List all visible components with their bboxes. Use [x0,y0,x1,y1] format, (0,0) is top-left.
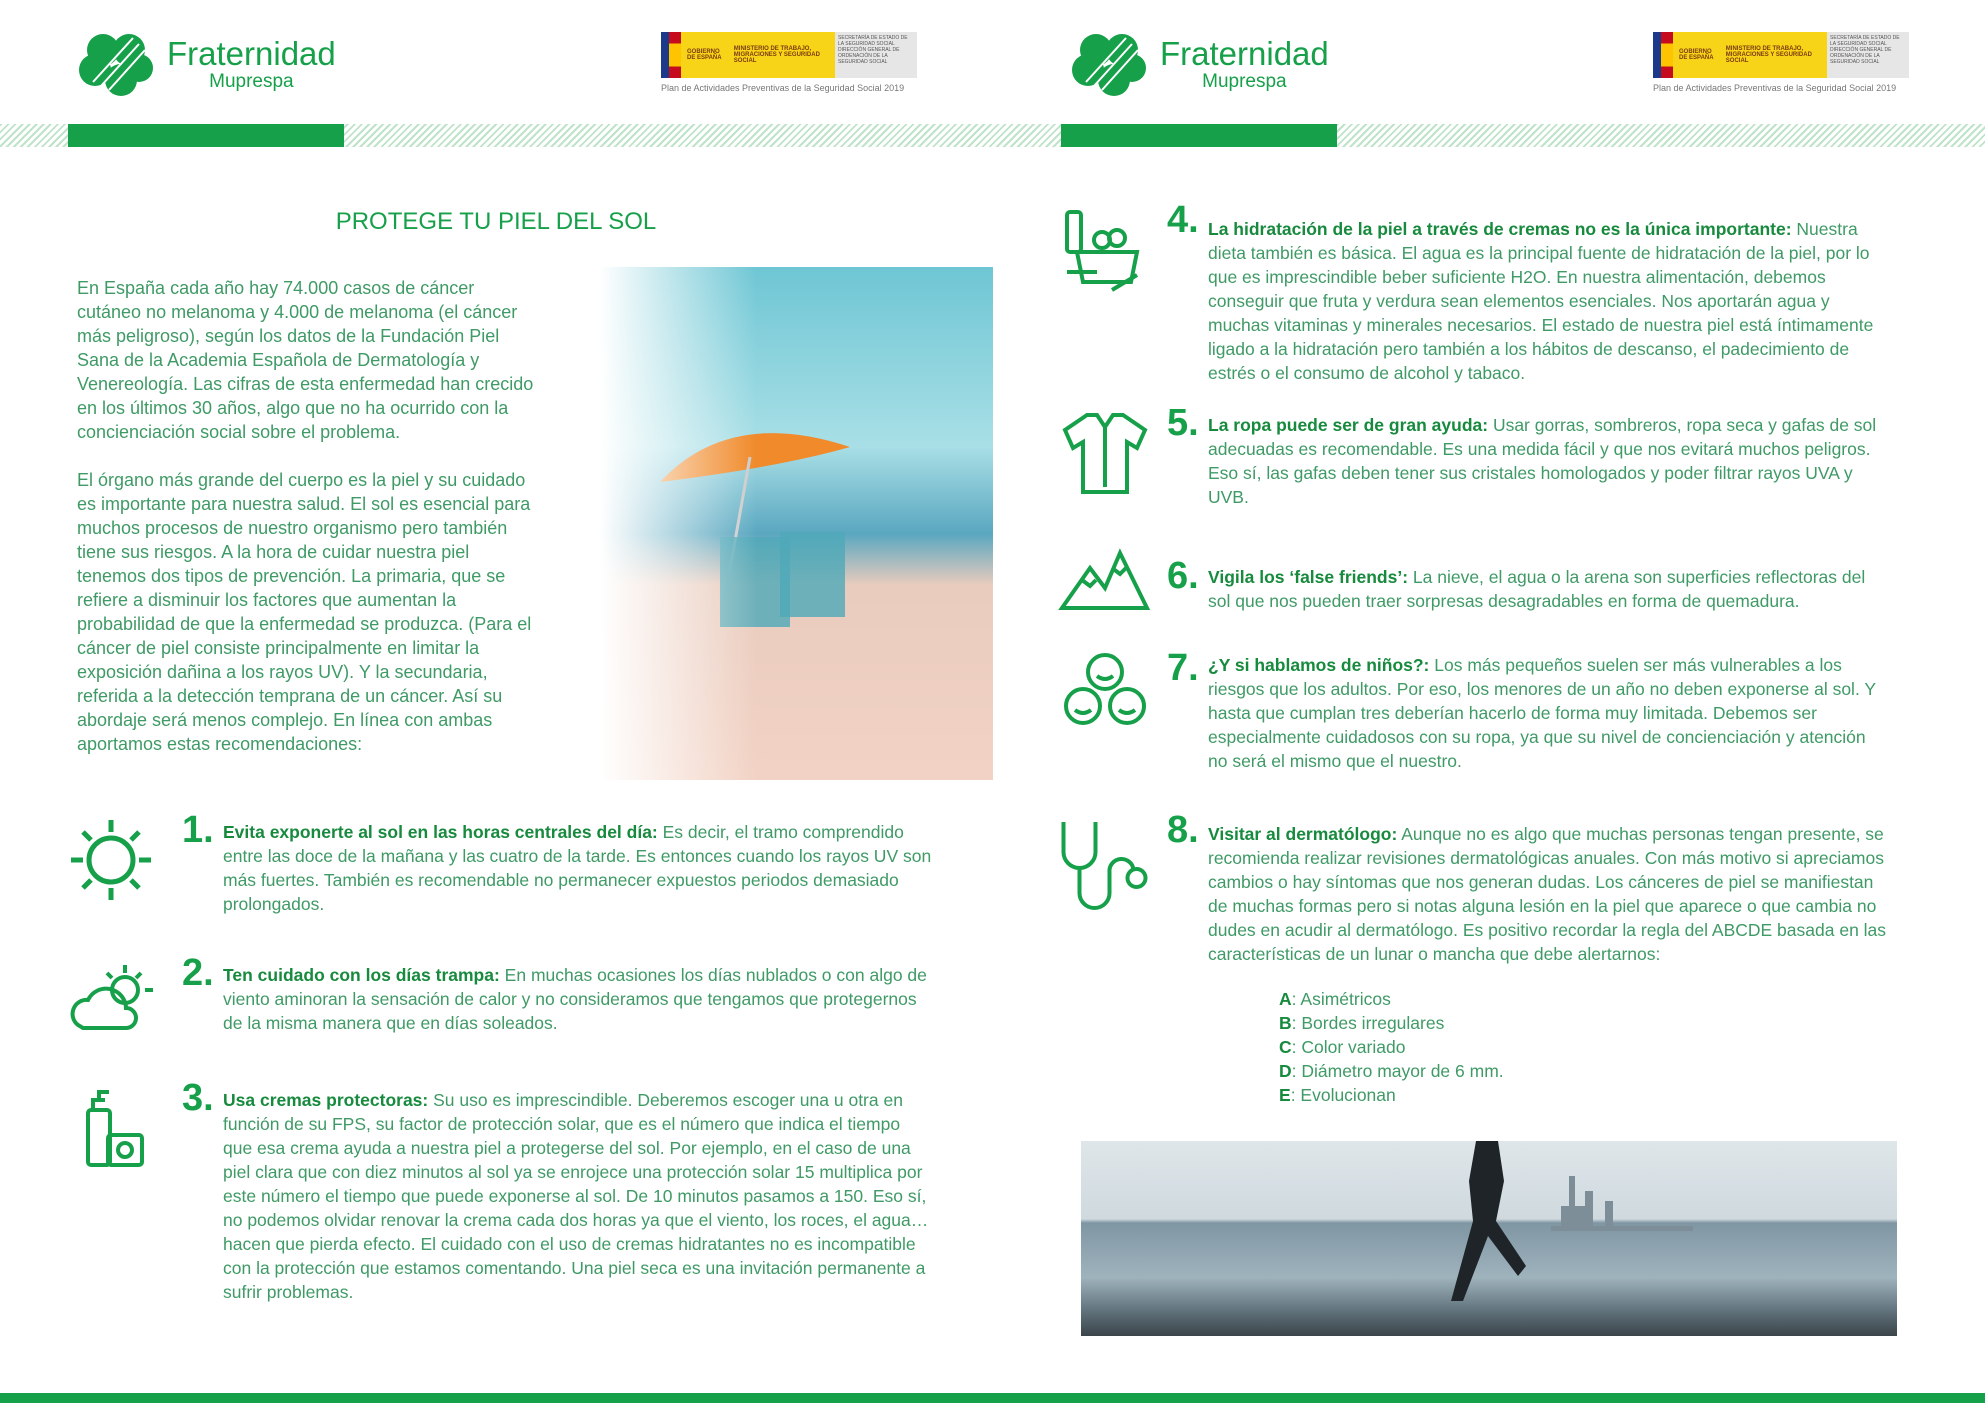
direccion-label: DIRECCIÓN GENERAL DE ORDENACIÓN DE LA SEGURIDAD SOCIAL [838,47,900,65]
item-number: 1. [182,809,214,851]
intro-text [77,276,537,780]
item-number: 3. [182,1077,214,1119]
abcde-list [1279,987,1504,1107]
beach-umbrella-photo [600,267,993,780]
item-number: 6. [1167,555,1199,597]
footer-bar [0,1393,1985,1403]
item-title: ¿Y si hablamos de niños?: [1208,655,1430,675]
secretaria-label: SECRETARÍA DE ESTADO DE LA SEGURIDAD SOCIAL [838,35,908,47]
government-logo [1653,32,1909,93]
intro-paragraph: En España cada año hay 74.000 casos de cáncer cutáneo no melanoma y 4.000 de melanoma (el cáncer más peligroso), según los datos de la Fundación Piel Sana de la Academia Española de Dermatología y Venereología. Las cifras de esta enfermedad han crecido en los últimos 30 años, algo que no ha ocurrido con la concienciación social sobre el problema. [77,278,534,442]
recommendation-5 [1057,402,1888,509]
item-number: 5. [1167,402,1199,444]
recommendation-2 [63,952,933,1050]
recommendation-8 [1050,809,1888,966]
item-title: Evita exponerte al sol en las horas centrales del día: [223,822,658,842]
sun-icon [63,812,158,907]
recommendation-7 [1057,640,1888,773]
sunscreen-icon [63,1080,158,1175]
header-green-block [1061,124,1337,147]
item-text: Su uso es imprescindible. Deberemos escoger una u otra en función de su FPS, su factor de protección solar, que es el número que indica el tiempo que esa crema ayuda a nuestra piel a protegerse del sol. Por ejemplo, en el caso de una piel clara que con diez minutos al sol ya se enrojece una protección solar 15 multiplica por este número el tiempo que puede exponerse al sol. De 10 minutos pasamos a 150. Eso sí, no podemos olvidar renovar la crema cada dos horas ya que el viento, los roces, el agua… hacen que pierda efecto. El cuidado con el uso de cremas hidratantes no es incompatible con la protección que estamos comentando. Una piel seca es una invitación permanente a sufrir problemas. [223,1090,929,1302]
item-title: Vigila los ‘false friends’: [1208,567,1409,587]
children-icon [1057,640,1152,735]
recommendation-3 [63,1077,933,1304]
item-text: Es decir, el tramo comprendido entre las doce de la mañana y las cuatro de la tarde. Es entonces cuando los rayos UV son más fuertes. También es recomendable no permanecer expuestos periodos demasiado prolongados. [223,822,932,914]
abcde-item: A: Asimétricos [1279,989,1391,1009]
header-green-block [68,124,344,147]
item-title: Visitar al dermatólogo: [1208,824,1398,844]
gov-label: GOBIERNO DE ESPAÑA [1679,49,1714,61]
direccion-label: DIRECCIÓN GENERAL DE ORDENACIÓN DE LA SEGURIDAD SOCIAL [1830,47,1892,65]
item-text: Los más pequeños suelen ser más vulnerables a los riesgos que los adultos. Por eso, los menores de un año no deben exponerse al sol. Y hasta que cumplan tres deberían hacerlo de forma muy limitada. Debemos ser especialmente cuidadosos con su ropa, ya que su nivel de concienciación y atención no será el mismo que el nuestro. [1208,655,1876,771]
clover-logo-icon [73,32,159,98]
ministry-label: MINISTERIO DE TRABAJO, MIGRACIONES Y SEGURIDAD SOCIAL [733,46,820,64]
government-logo [661,32,917,93]
brand-sub: Muprespa [1202,71,1287,92]
fraternidad-logo [73,32,336,98]
brand-name: Fraternidad [1160,35,1329,72]
item-number: 7. [1167,647,1199,689]
item-title: La ropa puede ser de gran ayuda: [1208,415,1489,435]
recommendation-4 [1057,199,1888,385]
item-text: La nieve, el agua o la arena son superficies reflectoras del sol que nos pueden traer sorpresas desagradables en forma de quemadura. [1208,567,1866,611]
item-title: La hidratación de la piel a través de cremas no es la única importante: [1208,219,1792,239]
shirt-icon [1057,405,1152,500]
plan-caption: Plan de Actividades Preventivas de la Seguridad Social 2019 [1653,83,1897,93]
fraternidad-logo [1066,32,1329,98]
secretaria-label: SECRETARÍA DE ESTADO DE LA SEGURIDAD SOCIAL [1830,35,1900,47]
brand-name: Fraternidad [167,35,336,72]
abcde-item: E: Evolucionan [1279,1085,1396,1105]
item-number: 8. [1167,809,1199,851]
item-number: 2. [182,952,214,994]
stethoscope-icon [1050,812,1152,922]
item-text: En muchas ocasiones los días nublados o con algo de viento aminoran la sensación de calor y no consideramos que tengamos que protegernos de la misma manera que en días soleados. [223,965,927,1033]
abcde-item: B: Bordes irregulares [1279,1013,1445,1033]
mountains-icon [1057,533,1152,628]
plan-caption: Plan de Actividades Preventivas de la Seguridad Social 2019 [661,83,905,93]
item-title: Ten cuidado con los días trampa: [223,965,500,985]
brand-sub: Muprespa [209,71,294,92]
recommendation-1 [63,809,933,916]
recommendation-6 [1057,533,1888,628]
seaside-walker-photo [1081,1141,1897,1336]
abcde-item: D: Diámetro mayor de 6 mm. [1279,1061,1504,1081]
intro-paragraph: El órgano más grande del cuerpo es la piel y su cuidado es importante para nuestra salud. El sol es esencial para muchos procesos de nuestro organismo pero también tiene sus riesgos. A la hora de cuidar nuestra piel tenemos dos tipos de prevención. La primaria, que se refiere a disminuir los factores que aumentan la probabilidad de que la enfermedad se produzca. (Para el cáncer de piel consiste principalmente en limitar la exposición dañina a los rayos UV). Y la secundaria, referida a la detección temprana de un cáncer. Así su abordaje será menos complejo. En línea con ambas aportamos estas recomendaciones: [77,470,532,754]
ministry-label: MINISTERIO DE TRABAJO, MIGRACIONES Y SEGURIDAD SOCIAL [1725,46,1812,64]
item-text: Usar gorras, sombreros, ropa seca y gafas de sol adecuadas es recomendable. Es una medida fácil y que nos evitará muchos peligros. Eso sí, las gafas deben tener sus cristales homologados y poder filtrar rayos UVA y UVB. [1208,415,1877,507]
cloud-sun-icon [63,955,158,1050]
item-text: Nuestra dieta también es básica. El agua es la principal fuente de hidratación de la piel, por lo que es imprescindible beber suficiente H2O. En nuestra alimentación, debemos conseguir que fruta y verdura sean elementos esenciales. Nos aportarán agua y muchas vitaminas y minerales necesarios. El estado de nuestra piel está íntimamente ligado a la hidratación pero también a los hábitos de descanso, el padecimiento de estrés o el consumo de alcohol y tabaco. [1208,219,1874,383]
groceries-icon [1057,202,1152,297]
page-title: PROTEGE TU PIEL DEL SOL [335,208,657,235]
abcde-item: C: Color variado [1279,1037,1406,1057]
item-title: Usa cremas protectoras: [223,1090,429,1110]
item-number: 4. [1167,199,1199,241]
gov-label: GOBIERNO DE ESPAÑA [687,49,722,61]
item-text: Aunque no es algo que muchas personas tengan presente, se recomienda realizar revisiones dermatológicas anuales. Con más motivo si apreciamos cambios o hay síntomas que nos generan dudas. Los cánceres de piel se manifiestan de muchas formas pero si notas alguna lesión en la piel que aparece o que cambia no dudes en acudir al dermatólogo. Es positivo recordar la regla del ABCDE basada en las características de un lunar o mancha que debe alertarnos: [1208,824,1887,964]
clover-logo-icon [1066,32,1152,98]
